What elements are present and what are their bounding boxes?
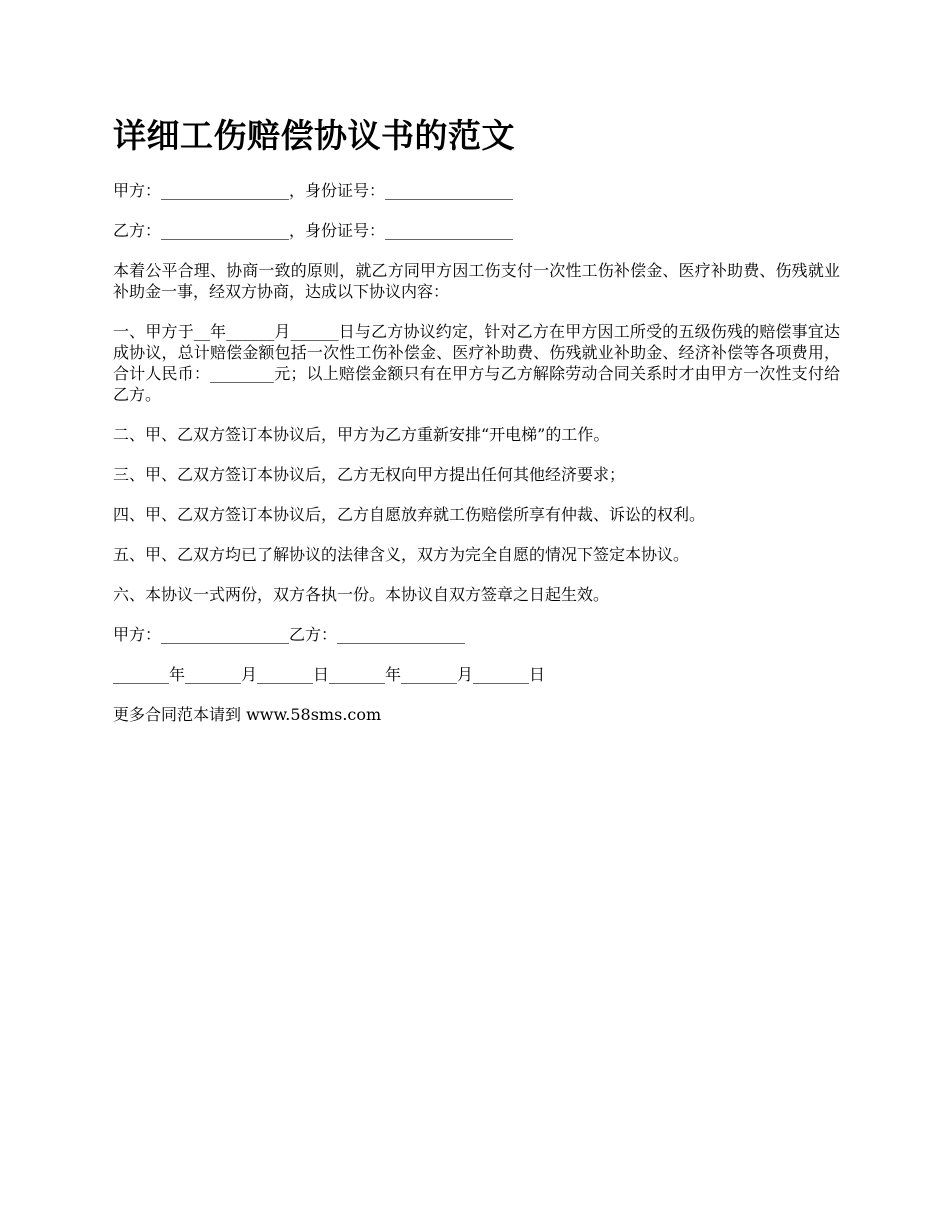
clause-1: 一、甲方于__年______月______日与乙方协议约定，针对乙方在甲方因工所受的五级伤残的赔偿事宜达成协议，总计赔偿金额包括一次性工伤补偿金、医疗补助费、伤残就业补助金、经济补偿等各项费用，合计人民币：________元；以上赔偿金额只有在甲方与乙方解除劳动合同关系时才由甲方一次性支付给乙方。 [113,322,840,404]
footer-link-text: 更多合同范本请到 www.58sms.com [113,705,382,724]
signature-line: 甲方：________________乙方：________________ [113,625,466,644]
clause-6: 六、本协议一式两份，双方各执一份。本协议自双方签章之日起生效。 [113,585,610,604]
document-title: 详细工伤赔偿协议书的范文 [113,116,515,155]
clause-4: 四、甲、乙双方签订本协议后，乙方自愿放弃就工伤赔偿所享有仲裁、诉讼的权利。 [113,505,706,524]
party-b-line: 乙方：________________，身份证号：________________ [113,221,514,240]
document-page [113,112,840,744]
clause-2: 二、甲、乙双方签订本协议后，甲方为乙方重新安排“开电梯”的工作。 [113,425,610,444]
date-line: _______年_______月_______日_______年_______月_______日 [113,665,546,684]
clause-5: 五、甲、乙双方均已了解协议的法律含义，双方为完全自愿的情况下签定本协议。 [113,545,690,564]
party-a-line: 甲方：________________，身份证号：________________ [113,181,514,200]
intro-paragraph: 本着公平合理、协商一致的原则，就乙方同甲方因工伤支付一次性工伤补偿金、医疗补助费、伤残就业补助金一事，经双方协商，达成以下协议内容： [113,261,840,301]
clause-3: 三、甲、乙双方签订本协议后，乙方无权向甲方提出任何其他经济要求； [113,465,626,484]
